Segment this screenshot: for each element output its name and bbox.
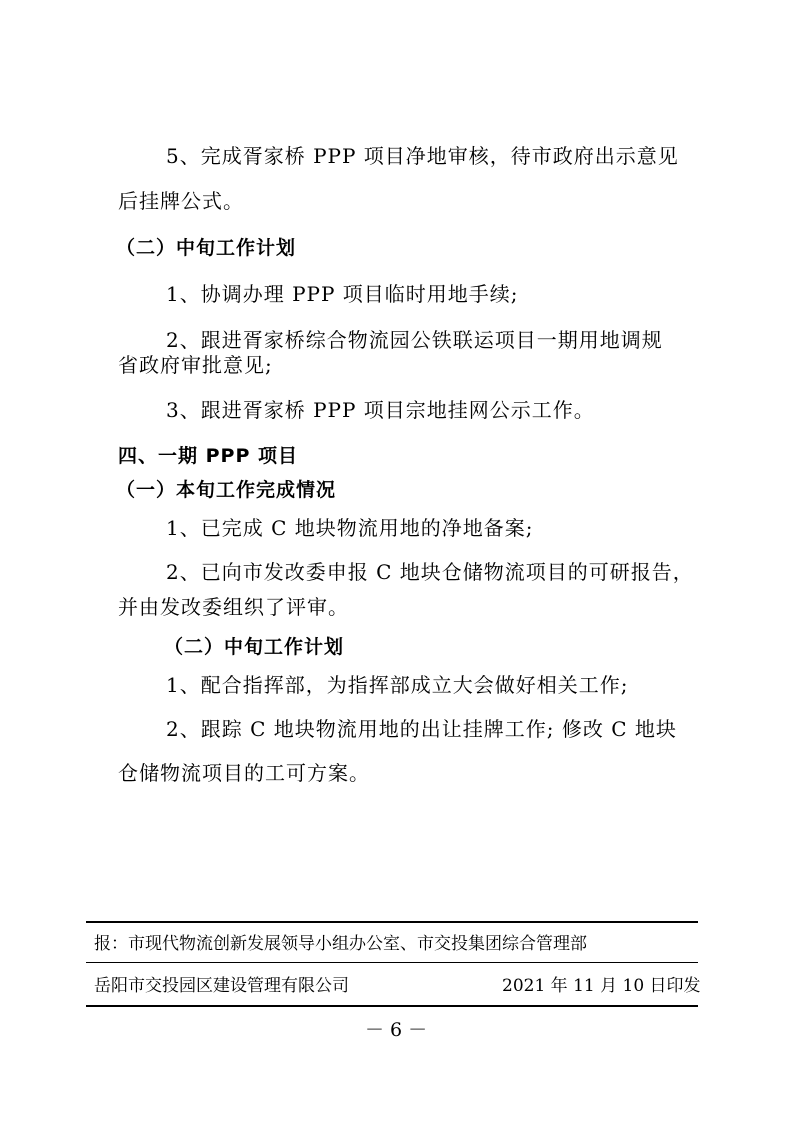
subheading-progress: （一）本旬工作完成情况 — [116, 479, 337, 501]
footer-middle-rule — [86, 962, 698, 963]
footer-top-rule — [86, 921, 698, 923]
plan-item-2-line-2: 省政府审批意见; — [118, 353, 273, 377]
report-to-line: 报：市现代物流创新发展领导小组办公室、市交投集团综合管理部 — [94, 934, 587, 954]
next-item-2-line-1: 2、跟踪 C 地块物流用地的出让挂牌工作; 修改 C 地块 — [166, 717, 677, 741]
subheading-midterm-plan: （二）中旬工作计划 — [116, 237, 297, 259]
done-item-2-line-2: 并由发改委组织了评审。 — [118, 595, 349, 619]
subheading-midterm-plan-2: （二）中旬工作计划 — [164, 636, 345, 658]
next-item-2-line-2: 仓储物流项目的工可方案。 — [118, 761, 370, 785]
section-4-heading: 四、一期 PPP 项目 — [118, 445, 299, 467]
done-item-2-line-1: 2、已向市发改委申报 C 地块仓储物流项目的可研报告， — [166, 560, 694, 584]
footer-bottom-rule — [86, 1005, 698, 1007]
paragraph-5-line-1: 5、完成胥家桥 PPP 项目净地审核，待市政府出示意见 — [166, 144, 679, 168]
issuer-name: 岳阳市交投园区建设管理有限公司 — [94, 976, 349, 996]
page-number: － 6 － — [365, 1019, 428, 1041]
plan-item-1: 1、协调办理 PPP 项目临时用地手续; — [166, 282, 519, 306]
plan-item-2-line-1: 2、跟进胥家桥综合物流园公铁联运项目一期用地调规 — [166, 328, 663, 352]
plan-item-3: 3、跟进胥家桥 PPP 项目宗地挂网公示工作。 — [166, 398, 595, 422]
paragraph-5-line-2: 后挂牌公式。 — [118, 189, 244, 213]
next-item-1: 1、配合指挥部，为指挥部成立大会做好相关工作; — [166, 673, 629, 697]
issue-date: 2021 年 11 月 10 日印发 — [502, 976, 701, 996]
done-item-1: 1、已完成 C 地块物流用地的净地备案; — [166, 516, 534, 540]
